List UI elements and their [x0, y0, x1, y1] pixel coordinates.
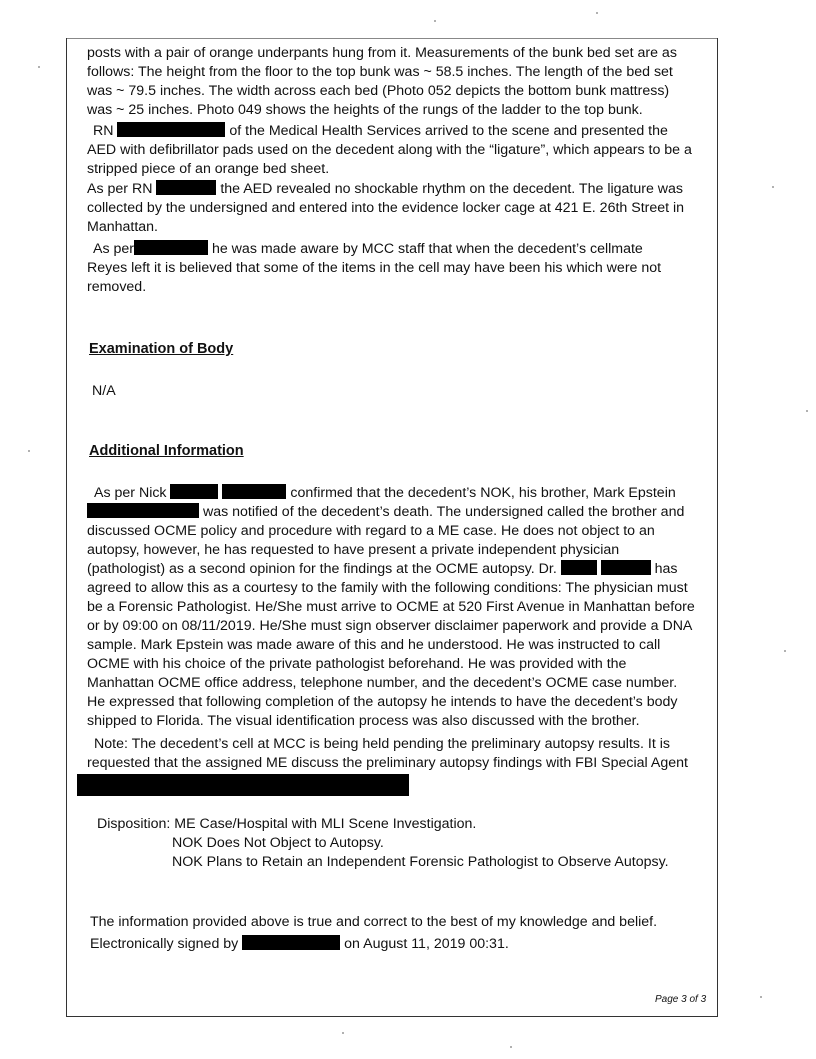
signature-line: [90, 935, 509, 953]
redaction-block: [170, 484, 218, 499]
text-line: [94, 484, 676, 502]
text-line: [93, 240, 643, 258]
text-fragment: (pathologist) as a second opinion for the findings at the OCME autopsy. Dr.: [87, 561, 557, 577]
scan-speck: [38, 66, 40, 68]
text-fragment: confirmed that the decedent’s NOK, his brother, Mark Epstein: [286, 485, 676, 501]
redaction-block: [561, 560, 597, 575]
section-heading-additional: Additional Information: [89, 443, 244, 459]
text-fragment: he was made aware by MCC staff that when the decedent’s cellmate: [208, 241, 643, 257]
text-line: agreed to allow this as a courtesy to the family with the following conditions: The physician must: [87, 580, 688, 596]
text-fragment: As per RN: [87, 181, 153, 197]
redaction-block: [242, 935, 340, 950]
scan-speck: [784, 650, 786, 652]
disposition-label: Disposition:: [97, 816, 171, 832]
text-fragment: on August 11, 2019 00:31.: [340, 936, 509, 952]
text-line: requested that the assigned ME discuss the preliminary autopsy findings with FBI Special Agent: [87, 755, 688, 771]
text-line: stripped piece of an orange bed sheet.: [87, 161, 330, 177]
certification-text: The information provided above is true and correct to the best of my knowledge and belief.: [90, 914, 658, 930]
scan-speck: [596, 12, 598, 14]
scan-speck: [434, 20, 436, 22]
text-line: Reyes left it is believed that some of the items in the cell may have been his which were not: [87, 260, 662, 276]
text-fragment: of the Medical Health Services arrived to the scene and presented the: [225, 123, 668, 139]
exam-value: N/A: [92, 383, 116, 399]
text-fragment: As per: [93, 241, 135, 257]
redaction-block: [117, 122, 225, 137]
scan-speck: [806, 410, 808, 412]
text-line: removed.: [87, 279, 147, 295]
redaction-block: [222, 484, 286, 499]
scan-speck: [510, 1046, 512, 1048]
scan-speck: [28, 450, 30, 452]
scan-speck: [342, 1032, 344, 1034]
text-line: [87, 560, 678, 578]
text-line: [87, 180, 683, 198]
text-line: or by 09:00 on 08/11/2019. He/She must sign observer disclaimer paperwork and provide a DNA: [87, 618, 693, 634]
redaction-block: [156, 180, 216, 195]
text-line: discussed OCME policy and procedure with regard to a ME case. He does not object to an: [87, 523, 655, 539]
text-fragment: Electronically signed by: [90, 936, 239, 952]
text-fragment: As per Nick: [94, 485, 167, 501]
disposition-line: [97, 815, 476, 833]
disposition-item: NOK Does Not Object to Autopsy.: [172, 835, 384, 851]
text-line: Note: The decedent’s cell at MCC is being held pending the preliminary autopsy results. It is: [94, 736, 670, 752]
text-fragment: was notified of the decedent’s death. The undersigned called the brother and: [199, 504, 685, 520]
text-line: collected by the undersigned and entered into the evidence locker cage at 421 E. 26th Street in: [87, 200, 685, 216]
text-line: autopsy, however, he has requested to have present a private independent physician: [87, 542, 620, 558]
section-heading-examination: Examination of Body: [89, 341, 234, 357]
page-number: Page 3 of 3: [655, 994, 707, 1005]
text-line: follows: The height from the floor to the top bunk was ~ 58.5 inches. The length of the bed set: [87, 64, 673, 80]
text-line: shipped to Florida. The visual identification process was also discussed with the brother.: [87, 713, 640, 729]
redaction-block: [601, 560, 651, 575]
text-line: [93, 122, 668, 140]
text-line: Manhattan.: [87, 219, 158, 235]
text-line: AED with defibrillator pads used on the decedent along with the “ligature”, which appears to be a: [87, 142, 692, 158]
text-line: He expressed that following completion of the autopsy he intends to have the decedent’s body: [87, 694, 678, 710]
scan-speck: [760, 996, 762, 998]
disposition-item: NOK Plans to Retain an Independent Forensic Pathologist to Observe Autopsy.: [172, 854, 669, 870]
text-line: be a Forensic Pathologist. He/She must arrive to OCME at 520 First Avenue in Manhattan before: [87, 599, 695, 615]
text-line: was ~ 25 inches. Photo 049 shows the heights of the rungs of the ladder to the top bunk.: [87, 102, 643, 118]
text-line: was ~ 79.5 inches. The width across each bed (Photo 052 depicts the bottom bunk mattress): [87, 83, 670, 99]
redaction-block: [77, 774, 409, 796]
disposition-item: ME Case/Hospital with MLI Scene Investigation.: [174, 816, 477, 832]
text-line: sample. Mark Epstein was made aware of this and he understood. He was instructed to call: [87, 637, 661, 653]
text-line: Manhattan OCME office address, telephone number, and the decedent’s OCME case number.: [87, 675, 678, 691]
redaction-block: [134, 240, 208, 255]
scan-speck: [772, 186, 774, 188]
text-fragment: the AED revealed no shockable rhythm on the decedent. The ligature was: [216, 181, 684, 197]
text-line: posts with a pair of orange underpants hung from it. Measurements of the bunk bed set are as: [87, 45, 677, 61]
redaction-block: [87, 503, 199, 518]
text-fragment: RN: [93, 123, 114, 139]
text-line: [87, 503, 684, 521]
text-line: OCME with his choice of the private pathologist beforehand. He was provided with the: [87, 656, 627, 672]
text-fragment: has: [650, 561, 678, 577]
